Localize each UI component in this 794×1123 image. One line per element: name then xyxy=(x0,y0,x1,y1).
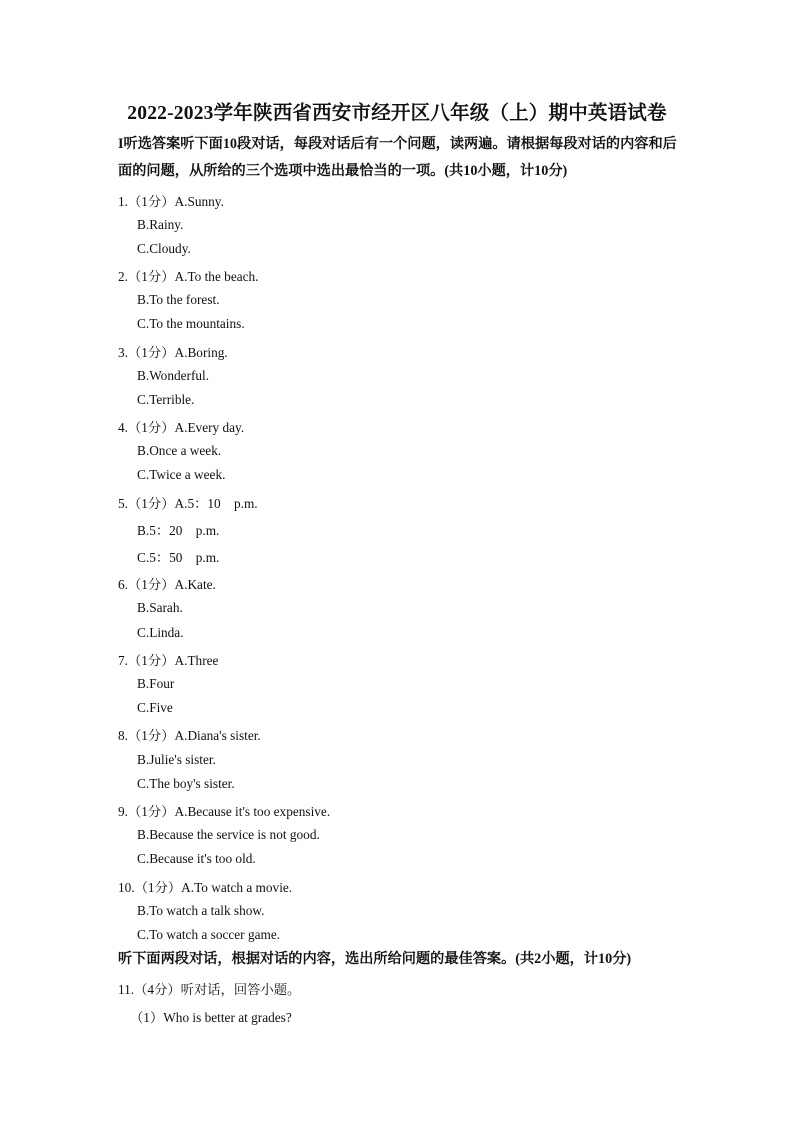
exam-title: 2022-2023学年陕西省西安市经开区八年级（上）期中英语试卷 xyxy=(127,103,667,124)
question-5-option-b: B.5：20 p.m. xyxy=(137,523,220,538)
question-1-stem: 1.（1分）A.Sunny. xyxy=(118,194,224,209)
question-2-option-b: B.To the forest. xyxy=(137,292,220,307)
question-8-option-c: C.The boy's sister. xyxy=(137,776,235,791)
question-2-option-c: C.To the mountains. xyxy=(137,316,245,331)
question-9-stem: 9.（1分）A.Because it's too expensive. xyxy=(118,804,331,819)
question-10-stem: 10.（1分）A.To watch a movie. xyxy=(118,880,293,895)
question-5-option-c: C.5：50 p.m. xyxy=(137,550,220,565)
question-4-option-c: C.Twice a week. xyxy=(137,467,226,482)
question-4-option-b: B.Once a week. xyxy=(137,443,222,458)
section-2-instructions: 听下面两段对话，根据对话的内容，选出所给问题的最佳答案。(共2小题，计10分) xyxy=(118,951,632,967)
question-4-stem: 4.（1分）A.Every day. xyxy=(118,420,245,435)
question-7-stem: 7.（1分）A.Three xyxy=(118,653,219,668)
question-11-stem: 11.（4分）听对话，回答小题。 xyxy=(118,982,301,997)
question-3-option-c: C.Terrible. xyxy=(137,392,195,407)
question-1-option-c: C.Cloudy. xyxy=(137,241,191,256)
question-7-option-b: B.Four xyxy=(137,676,175,691)
question-6-option-b: B.Sarah. xyxy=(137,600,183,615)
question-10-option-b: B.To watch a talk show. xyxy=(137,903,265,918)
question-10-option-c: C.To watch a soccer game. xyxy=(137,927,281,942)
question-2-stem: 2.（1分）A.To the beach. xyxy=(118,269,259,284)
question-9-option-c: C.Because it's too old. xyxy=(137,851,256,866)
question-3-option-b: B.Wonderful. xyxy=(137,368,210,383)
section-1-instructions: I听选答案听下面10段对话，每段对话后有一个问题，读两遍。请根据每段对话的内容和后面的问题，从所给的三个选项中选出最恰当的一项。(共10小题，计10分) xyxy=(118,136,677,179)
question-11-sub-1: （1）Who is better at grades? xyxy=(130,1010,292,1025)
question-8-stem: 8.（1分）A.Diana's sister. xyxy=(118,728,261,743)
question-7-option-c: C.Five xyxy=(137,700,173,715)
question-9-option-b: B.Because the service is not good. xyxy=(137,827,320,842)
question-1-option-b: B.Rainy. xyxy=(137,217,184,232)
question-6-option-c: C.Linda. xyxy=(137,625,184,640)
question-6-stem: 6.（1分）A.Kate. xyxy=(118,577,216,592)
question-3-stem: 3.（1分）A.Boring. xyxy=(118,345,228,360)
question-8-option-b: B.Julie's sister. xyxy=(137,752,216,767)
question-5-stem: 5.（1分）A.5：10 p.m. xyxy=(118,496,258,511)
